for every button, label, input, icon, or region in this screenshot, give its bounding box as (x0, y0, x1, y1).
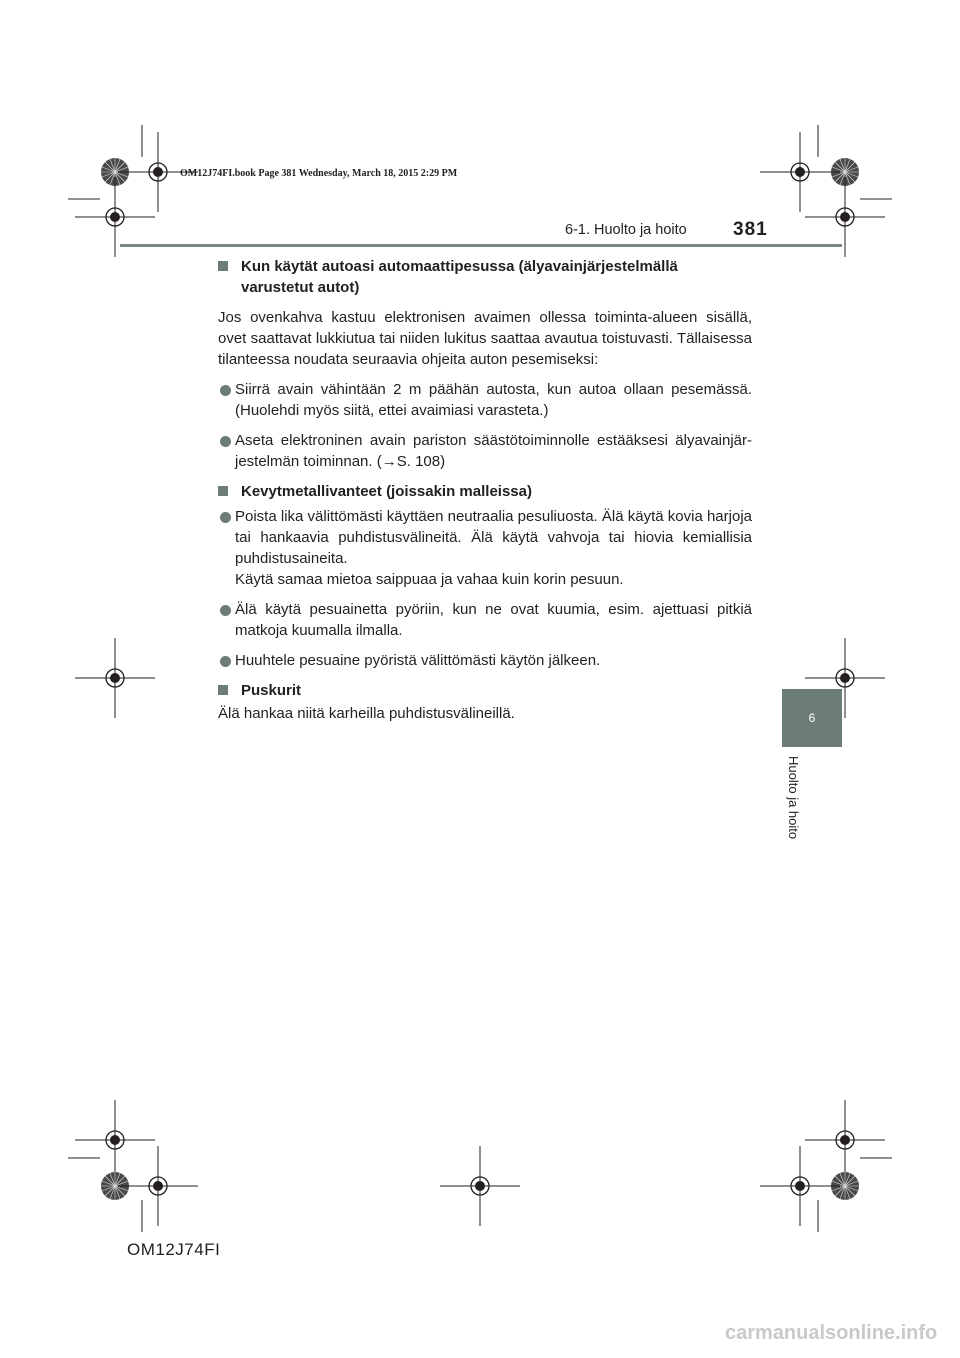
section-title: 6-1. Huolto ja hoito (565, 222, 687, 238)
list-item: Siirrä avain vähintään 2 m päähän autosta, kun autoa ollaan pesemässä. (Huolehdi myös siitä, ettei avaimiasi varasteta.) (218, 379, 752, 421)
list-item: Huuhtele pesuaine pyöristä välittömästi käytön jälkeen. (218, 650, 752, 671)
section-heading: Kun käytät autoasi automaattipesussa (älyavainjärjestelmällä varustetut autot) (218, 256, 752, 298)
book-info: OM12J74FI.book Page 381 Wednesday, March 18, 2015 2:29 PM (180, 168, 458, 179)
square-bullet-icon (218, 685, 228, 695)
square-bullet-icon (218, 261, 228, 271)
circle-bullet-icon (220, 436, 231, 447)
crosshair-icon (118, 1146, 198, 1226)
main-content (218, 256, 752, 724)
list-item: Aseta elektroninen avain pariston säästötoiminnolle estääksesi älyavainjärjestelmän toiminnan. (→S. 108) (218, 430, 752, 472)
section-heading: Kevytmetallivanteet (joissakin malleissa) (218, 481, 752, 502)
section-paragraph: Jos ovenkahva kastuu elektronisen avaimen ollessa toiminta-alueen sisällä, ovet saattavat lukkiutua tai niiden lukitus saattaa avautua toistuvasti. Tällaisessa tilanteessa noudata seuraavia ohjeita auton pesemiseksi: (218, 309, 752, 368)
square-bullet-icon (218, 486, 228, 496)
list-item: Poista lika välittömästi käyttäen neutraalia pesuliuosta. Älä käytä kovia harjoja tai hankaavia puhdistusvälineitä. Älä käytä vahvoja tai hiovia kemiallisia puhdistusaineita. Käytä samaa mietoa saippuaa ja vahaa kuin korin pesuun. (218, 506, 752, 590)
page-number: 381 (733, 219, 768, 240)
crosshair-icon (760, 1146, 840, 1226)
chapter-label: Huolto ja hoito (786, 756, 801, 840)
crosshair-icon (760, 132, 840, 212)
circle-bullet-icon (220, 656, 231, 667)
list-item-extra: Käytä samaa mietoa saippuaa ja vahaa kuin korin pesuun. (235, 571, 624, 588)
model-code: OM12J74FI (127, 1240, 221, 1259)
list-item: Älä käytä pesuainetta pyöriin, kun ne ovat kuumia, esim. ajettuasi pitkiä matkoja kuumalla ilmalla. (218, 599, 752, 641)
circle-bullet-icon (220, 605, 231, 616)
crosshair-icon (805, 1100, 885, 1180)
section-heading: Puskurit (218, 680, 752, 701)
header-rule (120, 244, 842, 247)
circle-bullet-icon (220, 385, 231, 396)
section-paragraph: Älä hankaa niitä karheilla puhdistusvälineillä. (218, 705, 515, 722)
crosshair-icon (440, 1146, 520, 1226)
watermark: carmanualsonline.info (725, 1322, 938, 1344)
crosshair-icon (75, 638, 155, 718)
circle-bullet-icon (220, 512, 231, 523)
chapter-tab (782, 689, 842, 747)
crosshair-icon (75, 1100, 155, 1180)
chapter-number: 6 (808, 711, 816, 725)
